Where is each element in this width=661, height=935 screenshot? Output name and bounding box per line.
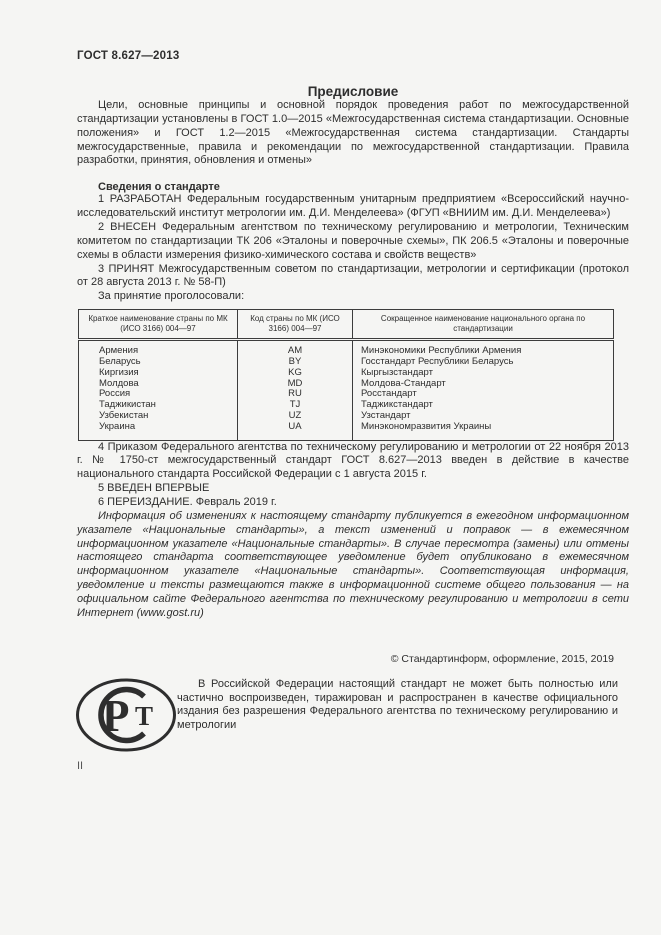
table-header-row	[79, 310, 614, 340]
cell-org: Росстандарт	[353, 389, 614, 400]
logo-letter-p: Р	[102, 690, 130, 741]
cell-org: Таджикстандарт	[353, 400, 614, 411]
table-row	[79, 368, 614, 379]
cell-code: RU	[238, 389, 353, 400]
amendments-notice: Информация об изменениях к настоящему стандарту публикуется в ежегодном информационном указателе «Национальные стандарты», а текст изменений и поправок — в ежемесячном информационном указателе «Национальные стандарты». В случае пересмотра (замены) или отмены настоящего стандарта соответствующее уведомление будет опубликовано в ежемесячном информационном указателе «Национальные стандарты». Соответствующая информация, уведомление и тексты размещаются также в информационной системе общего пользования — на официальном сайте Федерального агентства по техническому регулированию и метрологии в сети Интернет (www.gost.ru)	[77, 509, 629, 619]
cell-org: Минэкономразвития Украины	[353, 422, 614, 440]
table-row	[79, 411, 614, 422]
cell-code: UZ	[238, 411, 353, 422]
table-row	[79, 357, 614, 368]
page-number: II	[77, 759, 84, 772]
cell-org: Узстандарт	[353, 411, 614, 422]
info-item-5: 5 ВВЕДЕН ВПЕРВЫЕ	[98, 482, 210, 495]
cell-code: TJ	[238, 400, 353, 411]
voting-countries-table	[78, 309, 614, 440]
rosstandart-rst-logo-icon	[75, 678, 177, 752]
table-row	[79, 379, 614, 390]
cell-country: Киргизия	[79, 368, 238, 379]
header-national-body: Сокращенное наименование национального органа по стандартизации	[353, 310, 614, 340]
copyright-line: © Стандартинформ, оформление, 2015, 2019	[390, 652, 614, 665]
cell-country: Молдова	[79, 379, 238, 390]
table-row	[79, 340, 614, 357]
info-item-4: 4 Приказом Федерального агентства по техническому регулированию и метрологии от 22 ноября 2013 г. № 1750-ст межгосударственный стандарт ГОСТ 8.627—2013 введен в действие в качестве национального стандарта Российской Федерации с 1 августа 2015 г.	[77, 440, 629, 481]
info-item-1: 1 РАЗРАБОТАН Федеральным государственным унитарным предприятием «Всероссийский научно-исследовательский институт метрологии им. Д.И. Менделеева» (ФГУП «ВНИИМ им. Д.И. Менделеева»)	[77, 193, 629, 220]
info-item-3: 3 ПРИНЯТ Межгосударственным советом по стандартизации, метрологии и сертификации (протокол от 28 августа 2013 г. № 58-П)	[77, 262, 629, 289]
cell-country: Россия	[79, 389, 238, 400]
cell-org: Молдова-Стандарт	[353, 379, 614, 390]
header-country: Краткое наименование страны по МК (ИСО 3166) 004—97	[79, 310, 238, 340]
header-country-code: Код страны по МК (ИСО 3166) 004—97	[238, 310, 353, 340]
cell-org: Минэкономики Республики Армения	[353, 340, 614, 357]
cell-country: Узбекистан	[79, 411, 238, 422]
cell-org: Госстандарт Республики Беларусь	[353, 357, 614, 368]
cell-code: KG	[238, 368, 353, 379]
logo-letter-t: Т	[135, 700, 154, 731]
cell-country: Беларусь	[79, 357, 238, 368]
table-row	[79, 389, 614, 400]
cell-country: Армения	[79, 340, 238, 357]
vote-line: За принятие проголосовали:	[98, 290, 245, 303]
cell-org: Кыргызстандарт	[353, 368, 614, 379]
page-title: Предисловие	[307, 84, 399, 99]
intro-paragraph: Цели, основные принципы и основной порядок проведения работ по межгосударственной стандартизации установлены в ГОСТ 1.0—2015 «Межгосударственная система стандартизации. Основные положения» и ГОСТ 1.2—2015 «Межгосударственная система стандартизации. Стандарты межгосударственные, правила и рекомендации по межгосударственной стандартизации. Правила разработки, принятия, обновления и отмены»	[77, 99, 629, 167]
cell-code: MD	[238, 379, 353, 390]
doc-code: ГОСТ 8.627—2013	[77, 50, 180, 62]
info-item-6: 6 ПЕРЕИЗДАНИЕ. Февраль 2019 г.	[98, 495, 277, 508]
reproduction-restriction: В Российской Федерации настоящий стандарт не может быть полностью или частично воспроизведен, тиражирован и распространен в качестве официального издания без разрешения Федерального агентства по техническому регулированию и метрологии	[177, 677, 618, 732]
cell-code: AM	[238, 340, 353, 357]
cell-country: Таджикистан	[79, 400, 238, 411]
cell-country: Украина	[79, 422, 238, 440]
cell-code: UA	[238, 422, 353, 440]
table-row	[79, 422, 614, 440]
info-item-2: 2 ВНЕСЕН Федеральным агентством по техническому регулированию и метрологии, Техническим комитетом по стандартизации ТК 206 «Эталоны и поверочные схемы», ПК 206.5 «Эталоны и поверочные схемы в области измерения физико-химического состава и свойств веществ»	[77, 221, 629, 261]
standard-info-heading: Сведения о стандарте	[98, 181, 220, 194]
table-row	[79, 400, 614, 411]
cell-code: BY	[238, 357, 353, 368]
footer-row	[77, 678, 629, 752]
